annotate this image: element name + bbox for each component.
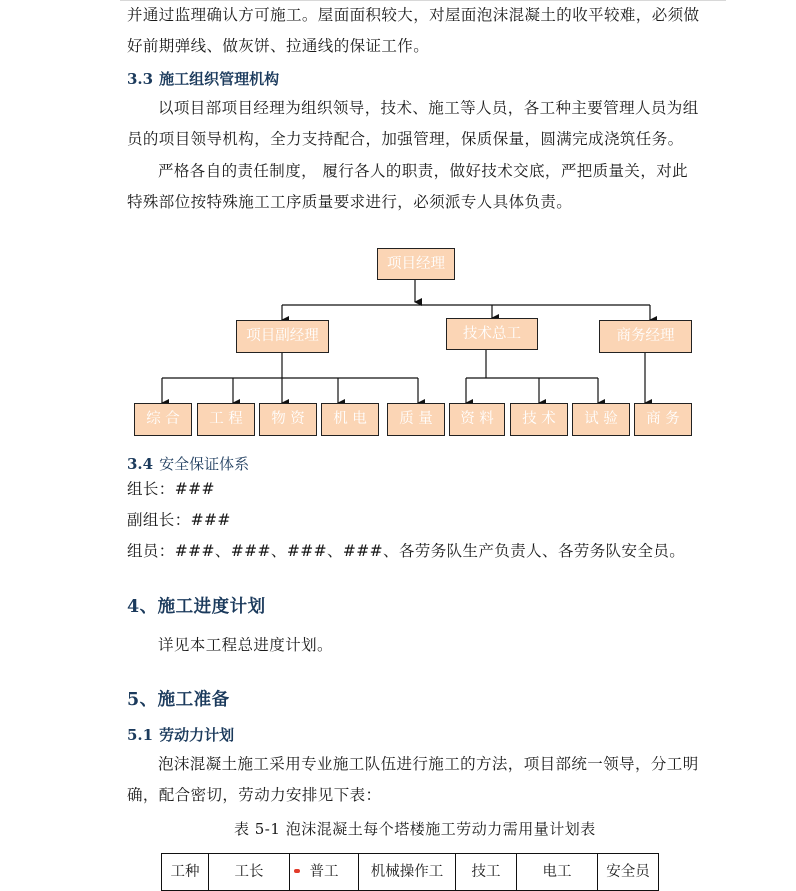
org-box-technical: 技 术 <box>510 403 568 436</box>
org-paragraph-line-1: 以项目部项目经理为组织领导，技术、施工等人员，各工种主要管理人员为组 <box>158 99 699 117</box>
org-box-testing: 试 验 <box>572 403 630 436</box>
org-box-general: 综 合 <box>134 403 192 436</box>
table-header-cell: 机械操作工 <box>359 854 456 891</box>
table-header-cell: 工种 <box>162 854 209 891</box>
section-5-1-number: 5.1 <box>127 726 154 744</box>
section-3-4-heading <box>127 453 249 474</box>
table-header-cell: 工长 <box>209 854 290 891</box>
intro-line-2: 好前期弹线、做灰饼、拉通线的保证工作。 <box>127 37 430 55</box>
org-box-mechanical-electrical: 机 电 <box>321 403 379 436</box>
duty-paragraph-line-1: 严格各自的责任制度， 履行各人的职责，做好技术交底，严把质量关，对此 <box>158 162 689 180</box>
org-box-commerce: 商 务 <box>634 403 692 436</box>
table-header-cell: 普工 <box>290 854 359 891</box>
org-box-materials: 物 资 <box>259 403 317 436</box>
org-box-deputy-manager: 项目副经理 <box>236 320 329 353</box>
red-annotation-mark <box>294 869 300 873</box>
labor-line-1: 泡沫混凝土施工采用专业施工队伍进行施工的方法，项目部统一领导，分工明 <box>158 755 699 773</box>
intro-line-1: 并通过监理确认方可施工。屋面面积较大，对屋面泡沫混凝土的收平较难，必须做 <box>127 6 700 24</box>
safety-deputy: 副组长：### <box>127 511 231 529</box>
section-3-4-number: 3.4 <box>127 455 154 473</box>
org-box-engineering: 工 程 <box>197 403 255 436</box>
org-box-commercial-manager: 商务经理 <box>599 320 692 353</box>
org-box-project-manager: 项目经理 <box>377 248 455 280</box>
table-header-cell: 安全员 <box>598 854 659 891</box>
section-5-1-title: 劳动力计划 <box>159 726 235 744</box>
org-box-documents: 资 料 <box>449 403 505 436</box>
section-4-heading: 4、施工进度计划 <box>127 597 266 617</box>
section-5-heading: 5、施工准备 <box>127 690 230 710</box>
section-5-1-heading <box>127 724 234 745</box>
labor-line-2: 确，配合密切，劳动力安排见下表： <box>127 786 382 804</box>
safety-members: 组员：###、###、###、###、各劳务队生产负责人、各劳务队安全员。 <box>127 542 686 560</box>
labor-table <box>161 853 659 891</box>
table-header-cell: 技工 <box>456 854 517 891</box>
section-3-3-title: 施工组织管理机构 <box>159 70 280 88</box>
org-paragraph-line-2: 员的项目领导机构，全力支持配合，加强管理，保质保量，圆满完成浇筑任务。 <box>127 130 684 148</box>
duty-paragraph-line-2: 特殊部位按特殊施工工序质量要求进行，必须派专人具体负责。 <box>127 193 573 211</box>
table-caption: 表 5-1 泡沫混凝土每个塔楼施工劳动力需用量计划表 <box>234 820 596 838</box>
safety-leader: 组长：### <box>127 480 215 498</box>
org-box-chief-engineer: 技术总工 <box>446 318 538 350</box>
table-header-row <box>162 854 659 891</box>
section-3-4-title: 安全保证体系 <box>159 455 250 473</box>
section-3-3-number: 3.3 <box>127 70 154 88</box>
org-box-quality: 质 量 <box>387 403 445 436</box>
table-header-cell: 电工 <box>517 854 598 891</box>
schedule-text: 详见本工程总进度计划。 <box>158 636 333 654</box>
